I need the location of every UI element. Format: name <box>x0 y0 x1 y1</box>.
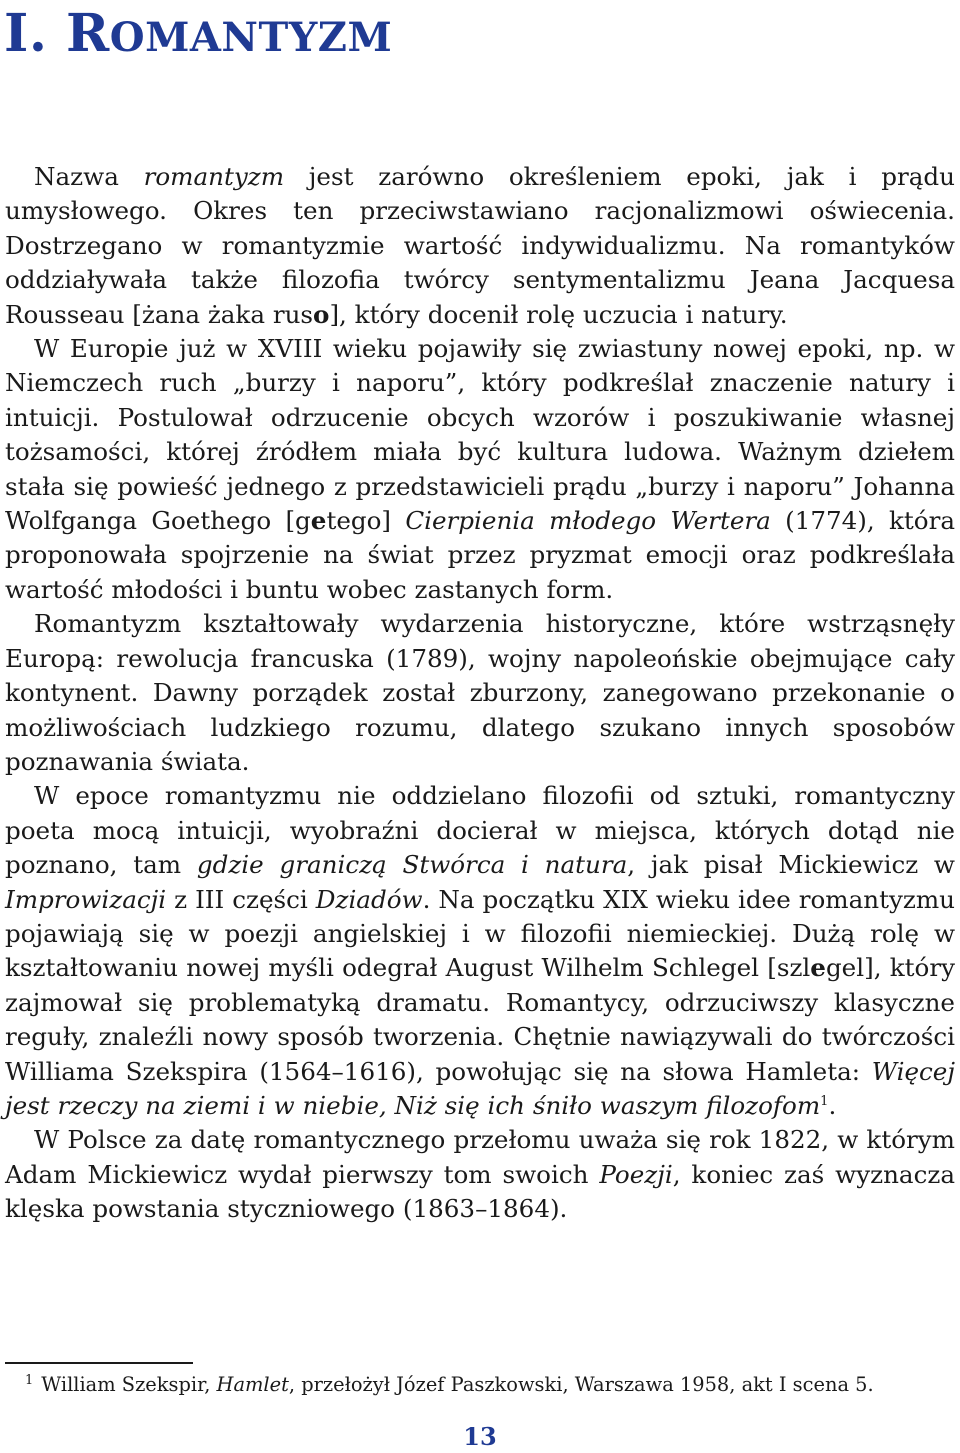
footnote-marker: 1 <box>25 1372 34 1388</box>
text-run: . <box>828 1090 837 1120</box>
footnote-text <box>41 1373 873 1396</box>
chapter-number: I. <box>4 3 48 64</box>
text-run: , przełożył Józef Paszkowski, Warszawa 1958, akt I scena 5. <box>288 1373 874 1396</box>
text-run: gel], który zajmował się problematyką dramatu. Romantycy, odrzuciwszy klasyczne reguły, znaleźli nowy sposób tworzenia. Chętnie nawiązywali do twórczości Williama Szekspira (1564–1616), powołując się na słowa Hamleta: <box>5 953 956 1086</box>
text-run: . Na początku XIX wieku idee romantyzmu pojawiają się w poezji angielskiej i w filozofii niemieckiej. Dużą rolę w kształtowaniu nowej myśli odegrał August Wilhelm Schlegel [szl <box>5 884 956 983</box>
text-run: Nazwa <box>34 162 144 191</box>
text-run: , koniec zaś wyznacza klęska powstania styczniowego (1863–1864). <box>5 1159 955 1224</box>
chapter-title-initial: R <box>66 3 110 64</box>
body-text <box>5 160 955 1227</box>
stressed-letter: e <box>310 506 327 536</box>
chapter-title-rest: OMANTYZM <box>109 14 393 61</box>
footnote-rule <box>5 1362 193 1364</box>
italic-text: Poezji <box>599 1159 673 1189</box>
text-run: W Polsce za datę romantycznego przełomu uważa się rok 1822, w którym Adam Mickiewicz wydał pierwszy tom swoich <box>5 1125 955 1189</box>
text-run: W Europie już w XVIII wieku pojawiły się zwiastuny nowej epoki, np. w Niemczech ruch „burzy i naporu”, który podkreślał znaczenie natury i intuicji. Postulował odrzucenie obcych wzorów i poszukiwanie własnej tożsamości, której źródłem miała być kultura ludowa. Ważnym dziełem stała się powieść jednego z przedstawicieli prądu „burzy i naporu” Johanna Wolfganga Goethego [g <box>5 334 955 536</box>
italic-text: Cierpienia młodego Wertera <box>405 506 771 536</box>
chapter-heading <box>4 4 392 68</box>
text-run: William Szekspir, <box>41 1373 217 1396</box>
text-run: (1774), która proponowała spojrzenie na świat przez pryzmat emocji oraz podkreślała wartość młodości i buntu wobec zastanych form. <box>5 506 955 604</box>
text-run: W epoce romantyzmu nie oddzielano filozofii od sztuki, romantyczny poeta mocą intuicji, wyobraźni docierał w miejsca, których dotąd nie poznano, tam <box>5 781 955 880</box>
text-run: Romantyzm kształtowały wydarzenia historyczne, które wstrząsnęły Europą: rewolucja francuska (1789), wojny napoleońskie obejmujące cały kontynent. Dawny porządek został zburzony, zanegowano przekonanie o możliwościach ludzkiego rozumu, dlatego szukano innych sposobów poznawania świata. <box>5 609 955 776</box>
paragraph <box>5 1123 955 1226</box>
footnote-reference: 1 <box>820 1093 829 1109</box>
stressed-letter: o <box>313 299 330 329</box>
text-run: tego] <box>326 506 406 536</box>
text-run: , jak pisał Mickiewicz w <box>627 850 955 880</box>
page-number: 13 <box>463 1422 497 1451</box>
italic-text: gdzie graniczą Stwórca i natura <box>196 850 628 880</box>
italic-text: Improwizacji <box>5 884 167 914</box>
italic-text: Dziadów <box>315 884 423 914</box>
text-run: jest zarówno określeniem epoki, jak i prądu umysłowego. Okres ten przeciwstawiano racjonalizmowi oświecenia. Dostrzegano w romantyzmie wartość indywidualizmu. Na romantyków oddziaływała także filozofia twórcy sentymentalizmu Jeana Jacquesa Rousseau [żana żaka rus <box>5 162 955 329</box>
paragraph <box>5 779 955 1123</box>
paragraph <box>5 332 955 607</box>
paragraph <box>5 160 955 332</box>
text-run: ], który docenił rolę uczucia i natury. <box>329 299 788 329</box>
italic-text: Hamlet <box>216 1373 289 1396</box>
paragraph <box>5 607 955 779</box>
stressed-letter: e <box>810 953 826 983</box>
footnote <box>5 1372 955 1398</box>
italic-text: Więcej jest rzeczy na ziemi i w niebie, Niż się ich śniło waszym filozofom <box>5 1056 955 1120</box>
text-run: z III części <box>166 884 316 914</box>
italic-text: romantyzm <box>143 162 285 191</box>
